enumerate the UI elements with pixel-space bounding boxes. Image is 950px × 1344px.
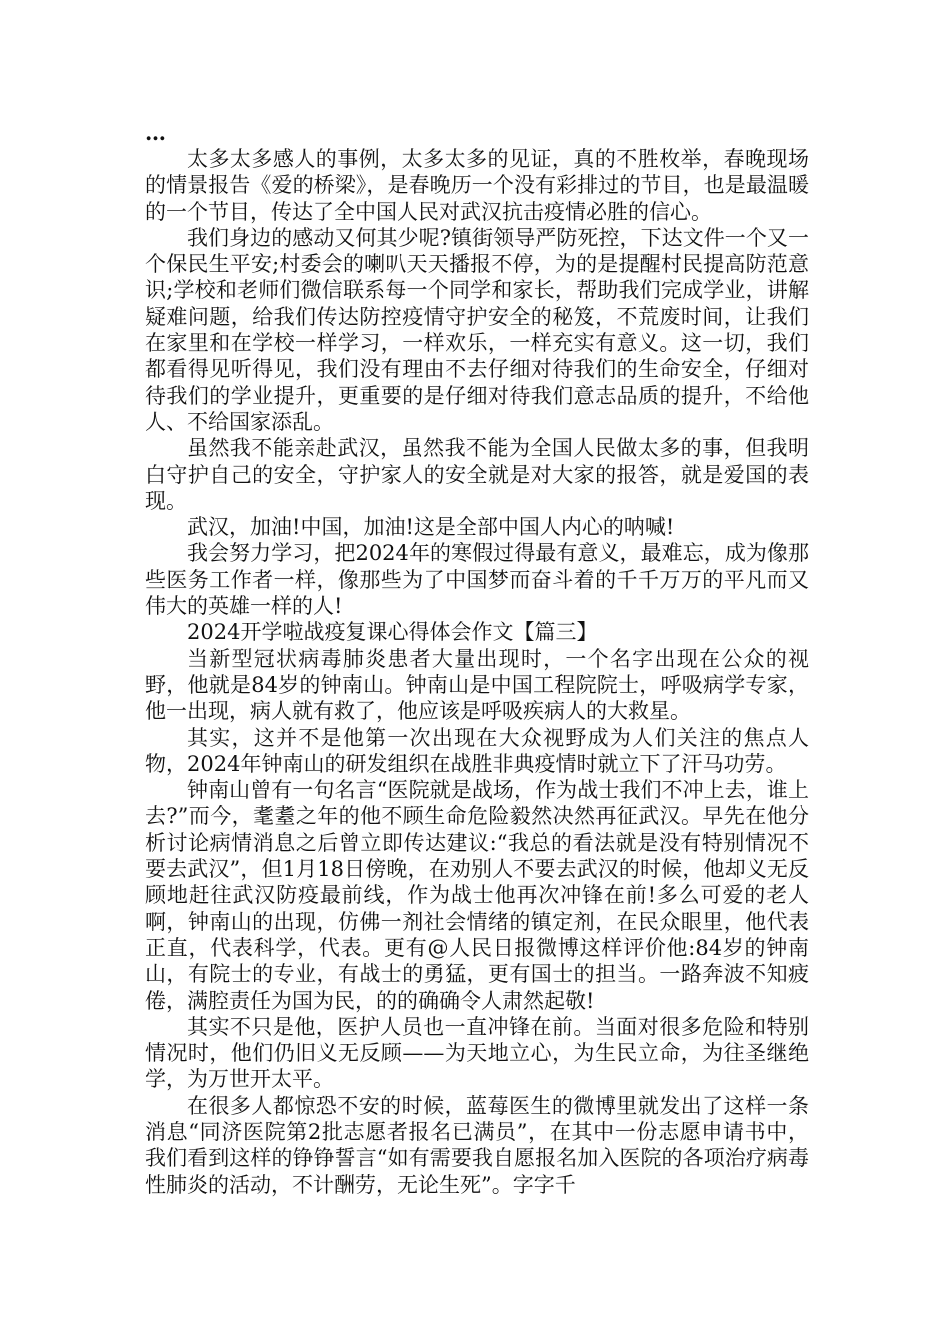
paragraph: 在很多人都惊恐不安的时候，蓝莓医生的微博里就发出了这样一条消息“同济医院第2批志愿者报名已满员”，在其中一份志愿申请书中，我们看到这样的铮铮誓言“如有需要我自愿报名加入医院的各项治疗病毒性肺炎的活动，不计酬劳，无论生死”。字字千 [145,1093,809,1197]
ellipsis-marker: … [145,120,167,145]
document-body [145,120,809,1198]
section-heading: 2024开学啦战疫复课心得体会作文【篇三】 [187,620,598,645]
paragraph: 太多太多感人的事例，太多太多的见证，真的不胜枚举，春晚现场的情景报告《爱的桥梁》，是春晚历一个没有彩排过的节目，也是最温暖的一个节目，传达了全中国人民对武汉抗击疫情必胜的信心。 [145,147,809,224]
paragraph: 武汉，加油!中国，加油!这是全部中国人内心的呐喊! [187,515,675,540]
paragraph: 我会努力学习，把2024年的寒假过得最有意义，最难忘，成为像那些医务工作者一样，像那些为了中国梦而奋斗着的千千万万的平凡而又伟大的英雄一样的人! [145,541,809,619]
paragraph: 钟南山曾有一句名言“医院就是战场，作为战士我们不冲上去，谁上去?”而今，耄耋之年的他不顾生命危险毅然决然再征武汉。早先在他分析讨论病情消息之后曾立即传达建议:“我总的看法就是没有特别情况不要去武汉”，但1月18日傍晚，在劝别人不要去武汉的时候，他却义无反顾地赶往武汉防疫最前线，作为战士他再次冲锋在前!多么可爱的老人啊，钟南山的出现，仿佛一剂社会情绪的镇定剂，在民众眼里，他代表正直，代表科学，代表。更有@人民日报微博这样评价他:84岁的钟南山，有院士的专业，有战士的勇猛，更有国士的担当。一路奔波不知疲倦，满腔责任为国为民，的的确确令人肃然起敬! [145,778,809,1013]
paragraph: 虽然我不能亲赴武汉，虽然我不能为全国人民做太多的事，但我明白守护自己的安全，守护家人的安全就是对大家的报答，就是爱国的表现。 [145,436,809,513]
paragraph: 其实不只是他，医护人员也一直冲锋在前。当面对很多危险和特别情况时，他们仍旧义无反顾——为天地立心，为生民立命，为往圣继绝学，为万世开太平。 [145,1014,809,1092]
paragraph: 当新型冠状病毒肺炎患者大量出现时，一个名字出现在公众的视野，他就是84岁的钟南山。钟南山是中国工程院院士，呼吸病学专家，他一出现，病人就有救了，他应该是呼吸疾病人的大救星。 [145,646,809,724]
paragraph: 我们身边的感动又何其少呢?镇街领导严防死控，下达文件一个又一个保民生平安;村委会的喇叭天天播报不停，为的是提醒村民提高防范意识;学校和老师们微信联系每一个同学和家长，帮助我们完成学业，讲解疑难问题，给我们传达防控疫情守护安全的秘笈，不荒废时间，让我们在家里和在学校一样学习，一样欢乐，一样充实有意义。这一切，我们都看得见听得见，我们没有理由不去仔细对待我们的生命安全，仔细对待我们的学业提升，更重要的是仔细对待我们意志品质的提升，不给他人、不给国家添乱。 [145,225,809,434]
paragraph: 其实，这并不是他第一次出现在大众视野成为人们关注的焦点人物，2024年钟南山的研发组织在战胜非典疫情时就立下了汗马功劳。 [145,725,809,776]
